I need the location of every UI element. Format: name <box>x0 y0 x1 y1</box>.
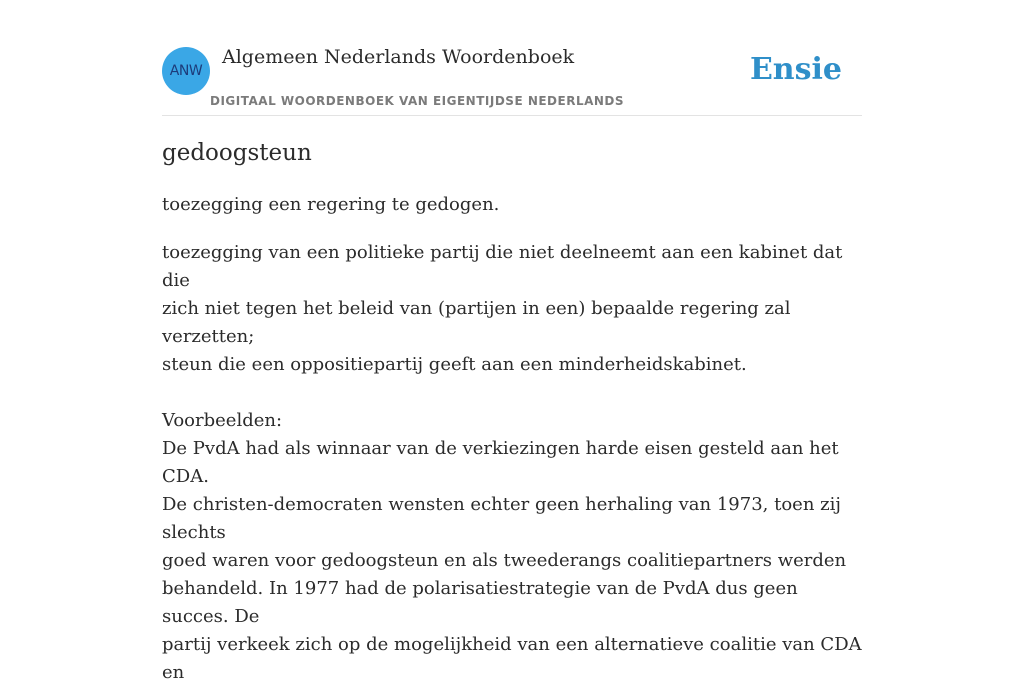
example-text: De PvdA had als winnaar van de verkiezingen harde eisen gesteld aan het CDA. De christen-democraten wensten echter geen herhaling van 1973, toen zij slechts goed waren voor gedoogsteun en als tweederangs coalitiepartners werden behandeld. In 1977 had de polarisatiestrategie van de PvdA dus geen succes. De partij verkeek zich op de mogelijkheid van een alternatieve coalitie van CDA en <box>162 438 862 683</box>
anw-logo[interactable] <box>162 47 210 95</box>
logo-text: ANW <box>169 63 203 79</box>
entry-card <box>162 0 862 683</box>
definition-text: toezegging van een politieke partij die niet deelneemt aan een kabinet dat die zich niet tegen het beleid van (partijen in een) bepaalde regering zal verzetten; steun die een oppositiepartij geeft aan een minderheidskabinet. <box>162 242 843 375</box>
header <box>162 0 862 116</box>
entry-body <box>162 239 862 687</box>
examples-label: Voorbeelden: <box>162 410 283 431</box>
headword: gedoogsteun <box>162 140 312 166</box>
source-title[interactable]: Algemeen Nederlands Woordenboek <box>222 46 575 68</box>
short-definition: toezegging een regering te gedogen. <box>162 194 500 215</box>
source-subtitle: DIGITAAL WOORDENBOEK VAN EIGENTIJDSE NEDERLANDS <box>210 94 625 108</box>
ensie-brand-logo[interactable]: Ensie <box>749 52 842 87</box>
spacer <box>162 379 862 407</box>
